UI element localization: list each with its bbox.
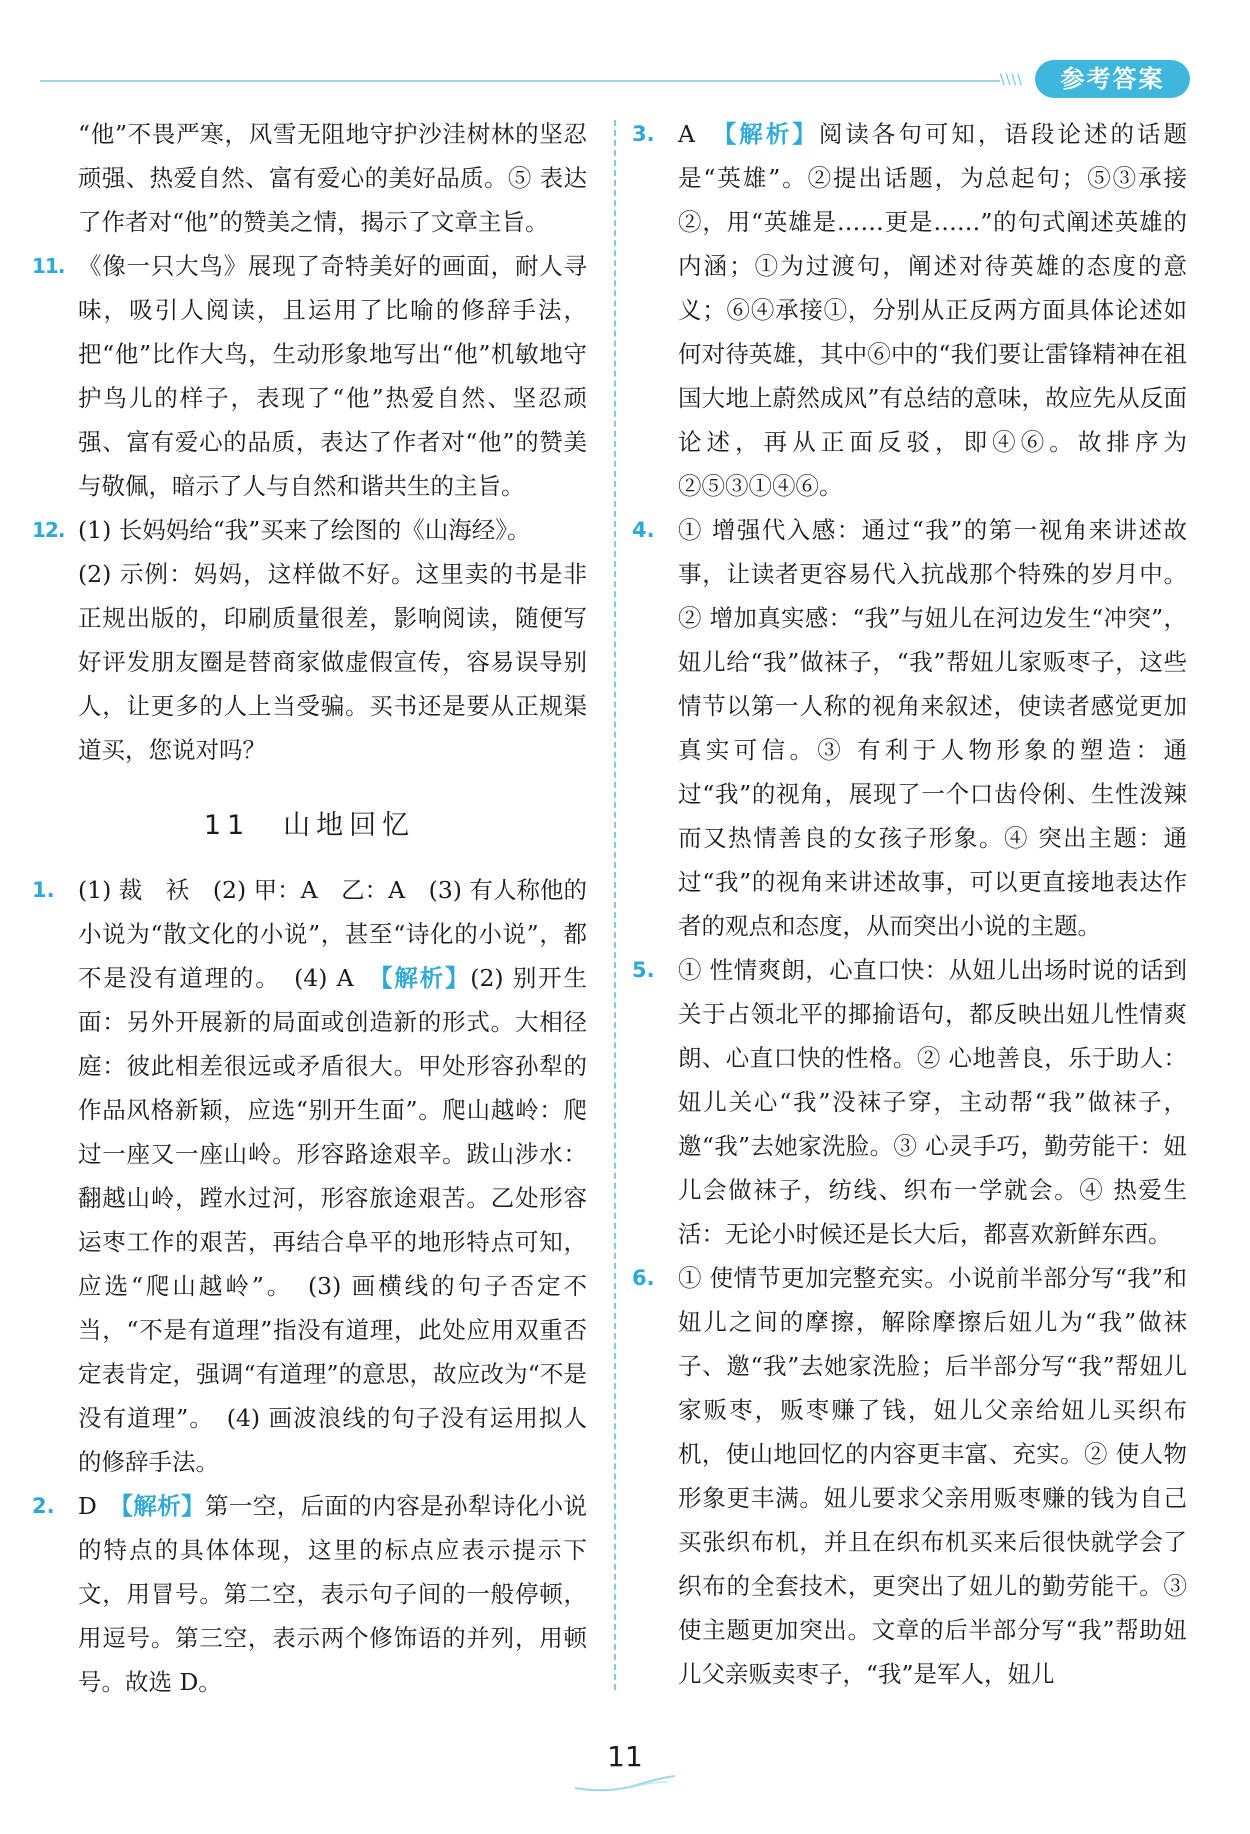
answer-number: 1. bbox=[32, 878, 55, 902]
answer-1 bbox=[32, 868, 587, 1484]
header-rule bbox=[40, 80, 1000, 82]
header-hatch-marks: \\\\ bbox=[1000, 72, 1023, 88]
page-ornament-icon bbox=[570, 1772, 680, 1794]
answer-number: 4. bbox=[632, 518, 655, 542]
answer-2-analysis: 第一空，后面的内容是孙犁诗化小说的特点的具体体现，这里的标点应表示提示下文，用冒号。第二空，表示句子间的一般停顿，用逗号。第三空，表示两个修饰语的并列，用顿号。故选 D。 bbox=[78, 1492, 588, 1696]
answer-2 bbox=[32, 1484, 587, 1704]
answer-key-badge: 参考答案 bbox=[1035, 60, 1190, 98]
analysis-tag: 【解析】 bbox=[380, 964, 471, 992]
answer-10-continuation: “他”不畏严寒，风雪无阻地守护沙洼树林的坚忍顽强、热爱自然、富有爱心的美好品质。⑤ 表达了作者对“他”的赞美之情，揭示了文章主旨。 bbox=[78, 120, 587, 236]
answer-12 bbox=[32, 508, 587, 772]
answer-number: 12. bbox=[32, 518, 65, 542]
answer-5 bbox=[632, 948, 1187, 1256]
section-title: 11 山地回忆 bbox=[203, 810, 416, 841]
answer-text bbox=[78, 508, 587, 772]
answer-12-part-2: (2) 示例：妈妈，这样做不好。这里卖的书是非正规出版的，印刷质量很差，影响阅读，随便写好评发朋友圈是替商家做虚假宣传，容易误导别人，让更多的人上当受骗。买书还是要从正规渠道买，您说对吗？ bbox=[78, 560, 587, 764]
column-divider bbox=[614, 120, 616, 1690]
analysis-tag: 【解析】 bbox=[121, 1492, 206, 1520]
answer-text: ① 使情节更加完整充实。小说前半部分写“我”和妞儿之间的摩擦，解除摩擦后妞儿为“我”做袜子、邀“我”去她家洗脸；后半部分写“我”帮妞儿家贩枣，贩枣赚了钱，妞儿父亲给妞儿买织布机，使山地回忆的内容更丰富、充实。② 使人物形象更丰满。妞儿要求父亲用贩枣赚的钱为自己买张织布机，并且在织布机买来后很快就学会了织布的全套技术，更突出了妞儿的勤劳能干。③ 使主题更加突出。文章的后半部分写“我”帮助妞儿父亲贩卖枣子，“我”是军人，妞儿 bbox=[678, 1264, 1187, 1688]
answer-6 bbox=[632, 1256, 1187, 1696]
answer-number: 6. bbox=[632, 1266, 655, 1290]
answer-text bbox=[678, 112, 1187, 508]
left-column bbox=[32, 112, 587, 1704]
answer-text bbox=[78, 1484, 587, 1704]
answer-3-analysis: 阅读各句可知，语段论述的话题是“英雄”。②提出话题，为总起句；⑤③承接②，用“英雄是……更是……”的句式阐述英雄的内涵；①为过渡句，阐述对待英雄的态度的意义；⑥④承接①，分别从正反两方面具体论述如何对待英雄，其中⑥中的“我们要让雷锋精神在祖国大地上蔚然成风”有总结的意味，故应先从反面论述，再从正面反驳，即④⑥。故排序为②⑤③①④⑥。 bbox=[678, 120, 1187, 500]
answer-1-body: (1) 裁 袄 (2) 甲：A 乙：A (3) 有人称他的小说为“散文化的小说”，甚至“诗化的小说”，都不是没有道理的。 (4) A bbox=[78, 876, 587, 992]
answer-number: 11. bbox=[32, 254, 65, 278]
analysis-tag: 【解析】 bbox=[724, 120, 819, 148]
answer-number: 5. bbox=[632, 958, 655, 982]
answer-11 bbox=[32, 244, 587, 508]
answer-3-body: A bbox=[678, 120, 725, 148]
page-number: 11 bbox=[607, 1740, 643, 1773]
answer-number: 3. bbox=[632, 122, 655, 146]
answer-text: ① 性情爽朗，心直口快：从妞儿出场时说的话到关于占领北平的揶揄语句，都反映出妞儿性情爽朗、心直口快的性格。② 心地善良，乐于助人：妞儿关心“我”没袜子穿，主动帮“我”做袜子，邀“我”去她家洗脸。③ 心灵手巧，勤劳能干：妞儿会做袜子，纺线、织布一学就会。④ 热爱生活：无论小时候还是长大后，都喜欢新鲜东西。 bbox=[678, 956, 1187, 1248]
answer-number: 2. bbox=[32, 1494, 55, 1518]
answer-2-body: D bbox=[78, 1492, 122, 1520]
answer-text: ① 增强代入感：通过“我”的第一视角来讲述故事，让读者更容易代入抗战那个特殊的岁月中。② 增加真实感：“我”与妞儿在河边发生“冲突”，妞儿给“我”做袜子，“我”帮妞儿家贩枣子，这些情节以第一人称的视角来叙述，使读者感觉更加真实可信。③ 有利于人物形象的塑造：通过“我”的视角，展现了一个口齿伶俐、生性泼辣而又热情善良的女孩子形象。④ 突出主题：通过“我”的视角来讲述故事，可以更直接地表达作者的观点和态度，从而突出小说的主题。 bbox=[678, 516, 1187, 940]
answer-4 bbox=[632, 508, 1187, 948]
answer-text bbox=[78, 868, 587, 1484]
answer-3 bbox=[632, 112, 1187, 508]
answer-12-part-1: (1) 长妈妈给“我”买来了绘图的《山海经》。 bbox=[78, 516, 531, 544]
answer-1-analysis: (2) 别开生面：另外开展新的局面或创造新的形式。大相径庭：彼此相差很远或矛盾很大。甲处形容孙犁的作品风格新颖，应选“别开生面”。爬山越岭：爬过一座又一座山岭。形容路途艰辛。跋山涉水：翻越山岭，蹚水过河，形容旅途艰苦。乙处形容运枣工作的艰苦，再结合阜平的地形特点可知，应选“爬山越岭”。 (3) 画横线的句子否定不当，“不是有道理”指没有道理，此处应用双重否定表肯定，强调“有道理”的意思，故应改为“不是没有道理”。 (4) 画波浪线的句子没有运用拟人的修辞手法。 bbox=[78, 964, 588, 1476]
answer-text: 《像一只大鸟》展现了奇特美好的画面，耐人寻味，吸引人阅读，且运用了比喻的修辞手法，把“他”比作大鸟，生动形象地写出“他”机敏地守护鸟儿的样子，表现了“他”热爱自然、坚忍顽强、富有爱心的品质，表达了作者对“他”的赞美与敬佩，暗示了人与自然和谐共生的主旨。 bbox=[78, 252, 587, 500]
right-column bbox=[632, 112, 1187, 1696]
